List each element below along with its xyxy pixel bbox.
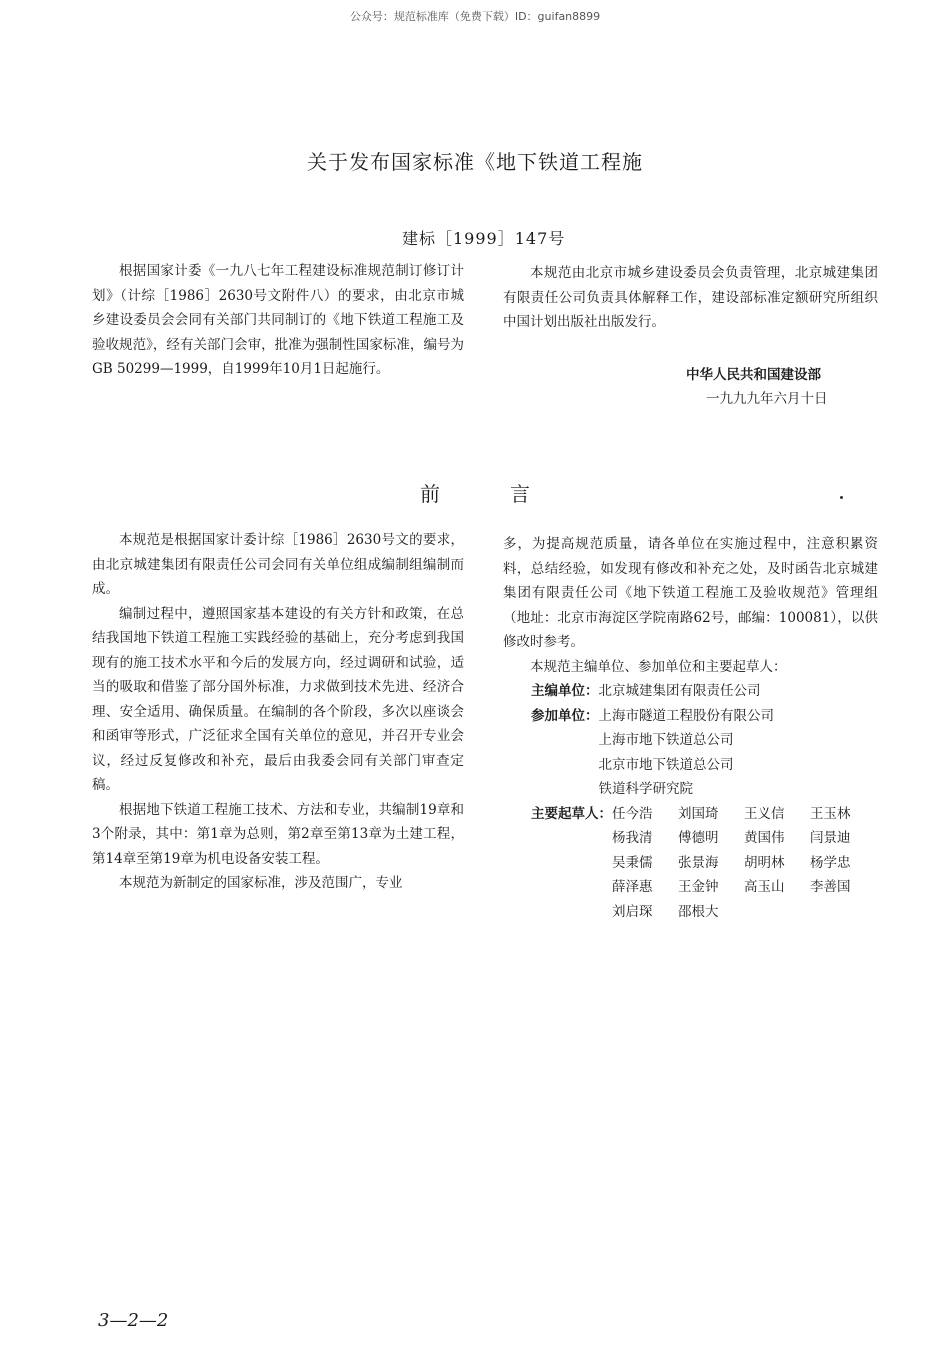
participating-unit: 上海市地下铁道总公司 bbox=[598, 732, 734, 748]
drafter-name: 杨我清 bbox=[612, 830, 653, 846]
participating-unit: 铁道科学研究院 bbox=[598, 781, 693, 797]
participating-units-row bbox=[503, 704, 878, 802]
drafter-name: 张景海 bbox=[678, 854, 719, 871]
document-number: 建标［1999］147号 bbox=[402, 229, 566, 248]
foreword-paragraph: 本规范是根据国家计委计综［1986］2630号文的要求，由北京城建集团有限责任公司会同有关单位组成编制组编制而成。 bbox=[92, 532, 464, 597]
foreword-paragraph: 编制过程中，遵照国家基本建设的有关方针和政策，在总结我国地下铁道工程施工实践经验的基础上，充分考虑到我国现有的施工技术水平和今后的发展方向，经过调研和试验，适当的吸取和借鉴了部分国外标准，力求做到技术先进、经济合理、安全适用、确保质量。在编制的各个阶段，多次以座谈会和函审等形式，广泛征求全国有关单位的意见，并召开专业会议，经过反复修改和补充，最后由我委会同有关部门审查定稿。 bbox=[92, 605, 464, 793]
signature-date: 一九九九年六月十日 bbox=[706, 391, 828, 407]
foreword-heading bbox=[0, 478, 950, 507]
drafter-name: 刘国琦 bbox=[678, 805, 719, 822]
drafter-name: 王金钟 bbox=[678, 879, 719, 895]
foreword-right-column bbox=[503, 532, 878, 924]
chief-unit-label: 主编单位： bbox=[531, 683, 599, 699]
foreword-right-paragraph: 本规范主编单位、参加单位和主要起草人： bbox=[530, 658, 787, 675]
foreword-right-paragraph: 多，为提高规范质量，请各单位在实施过程中，注意积累资料，总结经验，如发现有修改和补充之处，及时函告北京城建集团有限责任公司《地下铁道工程施工及验收规范》管理组（地址：北京市海淀区学院南路62号，邮编：100081），以供修改时参考。 bbox=[503, 536, 878, 650]
notice-left-column bbox=[92, 259, 464, 382]
page-number: 3—2—2 bbox=[98, 1310, 169, 1331]
notice-left-paragraph: 根据国家计委《一九八七年工程建设标准规范制订修订计划》（计综［1986］2630号文附件八）的要求，由北京市城乡建设委员会会同有关部门共同制订的《地下铁道工程施工及验收规范》，经有关部门会审，批准为强制性国家标准，编号为GB 50299—1999，自1999年10月1日起施行。 bbox=[92, 263, 464, 377]
notice-right-column bbox=[503, 261, 878, 335]
drafter-name: 黄国伟 bbox=[744, 830, 785, 846]
participating-unit: 北京市地下铁道总公司 bbox=[598, 756, 734, 773]
drafter-name: 邵根大 bbox=[678, 903, 719, 920]
drafters-label: 主要起草人： bbox=[531, 805, 612, 822]
participating-unit-label: 参加单位： bbox=[531, 707, 599, 724]
drafter-name: 高玉山 bbox=[744, 879, 785, 895]
drafters-row bbox=[503, 802, 878, 925]
drafter-name: 刘启琛 bbox=[612, 903, 653, 920]
drafter-name: 杨学忠 bbox=[810, 854, 851, 871]
stray-dot bbox=[840, 496, 843, 499]
drafter-name: 吴秉儒 bbox=[612, 854, 653, 871]
participating-unit-list bbox=[599, 704, 775, 802]
participating-unit: 上海市隧道工程股份有限公司 bbox=[598, 707, 774, 724]
foreword-paragraph: 本规范为新制定的国家标准，涉及范围广，专业 bbox=[119, 875, 403, 891]
header-watermark: 公众号：规范标准库（免费下载）ID：guifan8899 bbox=[349, 10, 601, 23]
drafter-name: 王义信 bbox=[744, 805, 785, 822]
signature-organization: 中华人民共和国建设部 bbox=[686, 367, 821, 383]
foreword-heading-char-1: 前 bbox=[420, 482, 440, 506]
notice-title: 关于发布国家标准《地下铁道工程施 bbox=[307, 150, 643, 174]
notice-right-paragraph: 本规范由北京市城乡建设委员会负责管理，北京城建集团有限责任公司负责具体解释工作，建设部标准定额研究所组织中国计划出版社出版发行。 bbox=[503, 265, 878, 330]
chief-unit-row bbox=[503, 679, 878, 704]
drafter-name: 傅德明 bbox=[678, 830, 719, 846]
drafter-name: 李善国 bbox=[810, 879, 851, 895]
foreword-left-column bbox=[92, 528, 464, 896]
drafter-name: 王玉林 bbox=[810, 805, 851, 822]
foreword-heading-char-2: 言 bbox=[510, 482, 530, 506]
drafter-name: 薛泽惠 bbox=[612, 879, 653, 895]
foreword-paragraph: 根据地下铁道工程施工技术、方法和专业，共编制19章和3个附录，其中：第1章为总则，第2章至第13章为土建工程，第14章至第19章为机电设备安装工程。 bbox=[92, 801, 464, 867]
drafter-name: 闫景迪 bbox=[810, 830, 851, 846]
drafter-name: 任今浩 bbox=[612, 805, 653, 822]
drafters-grid bbox=[612, 802, 874, 925]
chief-unit-name: 北京城建集团有限责任公司 bbox=[598, 683, 761, 699]
drafter-name: 胡明林 bbox=[744, 854, 785, 871]
